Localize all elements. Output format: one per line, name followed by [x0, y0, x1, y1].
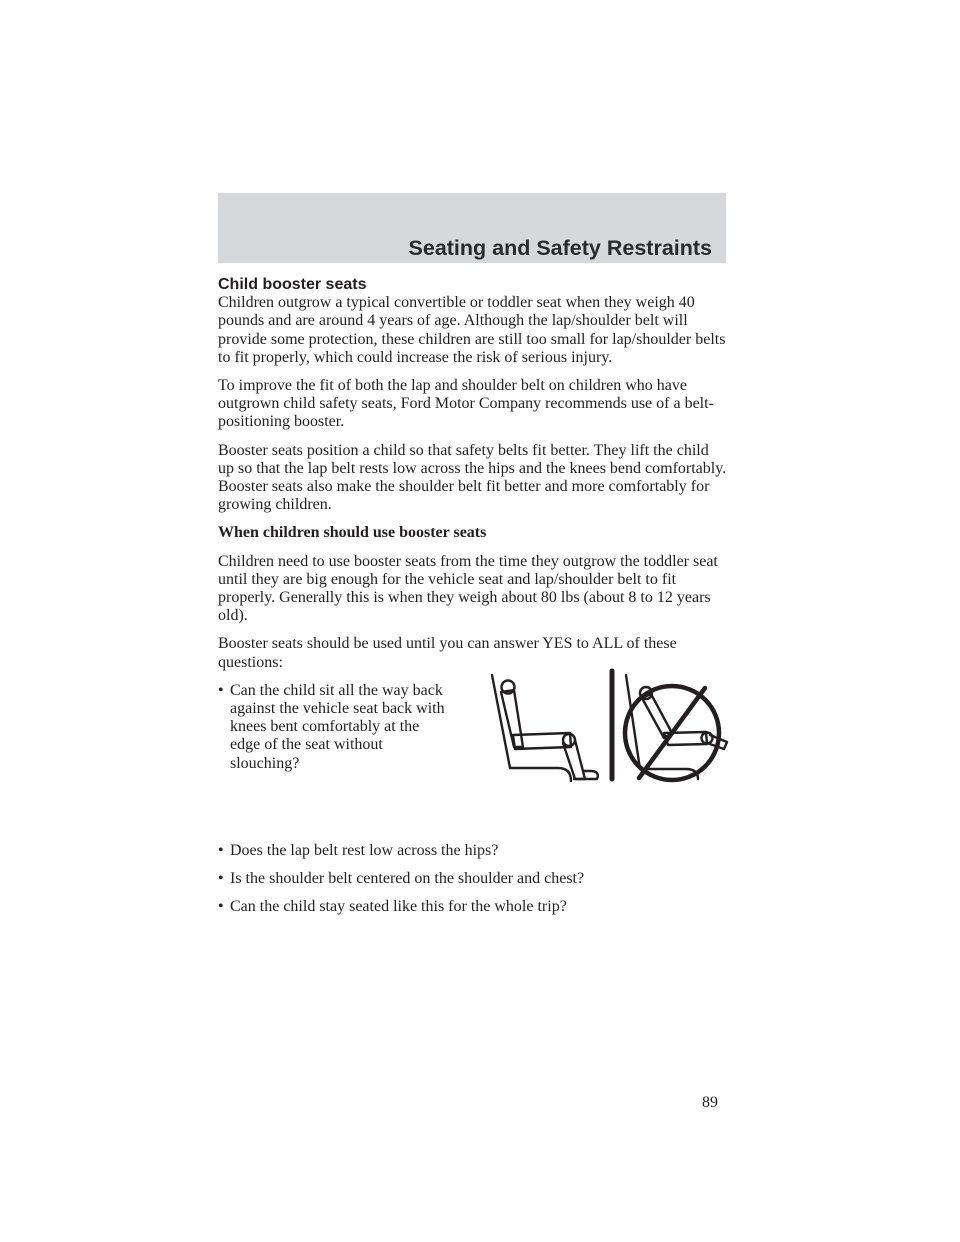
bullet-dot: •	[218, 841, 224, 859]
incorrect-child-torso	[642, 694, 672, 738]
section-header-band	[218, 193, 726, 263]
page-number: 89	[702, 1094, 718, 1111]
correct-seat-cushion	[510, 768, 571, 781]
bullet-text: Does the lap belt rest low across the hips?	[230, 841, 499, 859]
bullet-text: Can the child stay seated like this for the whole trip?	[230, 898, 567, 916]
subsection-heading: When children should use booster seats	[218, 524, 487, 542]
section-header-title: Seating and Safety Restraints	[408, 236, 712, 260]
bullet-item	[218, 870, 728, 888]
bullet-item	[218, 842, 728, 860]
paragraph: Booster seats position a child so that safety belts fit better. They lift the child up so that the lap belt rests low across the hips and the knees bend comfortably. Booster seats also make the shoulder belt fit better and more comfortably for growing children.	[218, 441, 727, 514]
booster-seat-illustration	[488, 663, 738, 783]
bullet-text: Can the child sit all the way back against the vehicle seat back with knees bent comfortably at the edge of the seat without slouching?	[230, 681, 445, 772]
bullet-list	[218, 842, 728, 917]
bullet-dot: •	[218, 681, 224, 699]
bullet-item	[218, 898, 728, 916]
bullet-item	[218, 682, 728, 842]
page-content	[218, 276, 728, 926]
bullet-dot: •	[218, 898, 224, 916]
bullet-text: Is the shoulder belt centered on the shoulder and chest?	[230, 870, 585, 888]
paragraph: Children outgrow a typical convertible or toddler seat when they weigh 40 pounds and are around 4 years of age. Although the lap/shoulder belt will provide some protection, these children are still too small for lap/shoulder belts to fit properly, which could increase the risk of serious injury.	[218, 294, 726, 366]
section-heading: Child booster seats	[218, 276, 367, 293]
paragraph: Booster seats should be used until you can answer YES to ALL of these questions:	[218, 635, 677, 671]
paragraph: To improve the fit of both the lap and shoulder belt on children who have outgrown child safety seats, Ford Motor Company recommends use of a belt-positioning booster.	[218, 377, 714, 431]
paragraph: Children need to use booster seats from the time they outgrow the toddler seat until they are big enough for the vehicle seat and lap/shoulder belt to fit properly. Generally this is when they weigh about 80 lbs (about 8 to 12 years old).	[218, 552, 718, 625]
bullet-dot: •	[218, 870, 224, 888]
